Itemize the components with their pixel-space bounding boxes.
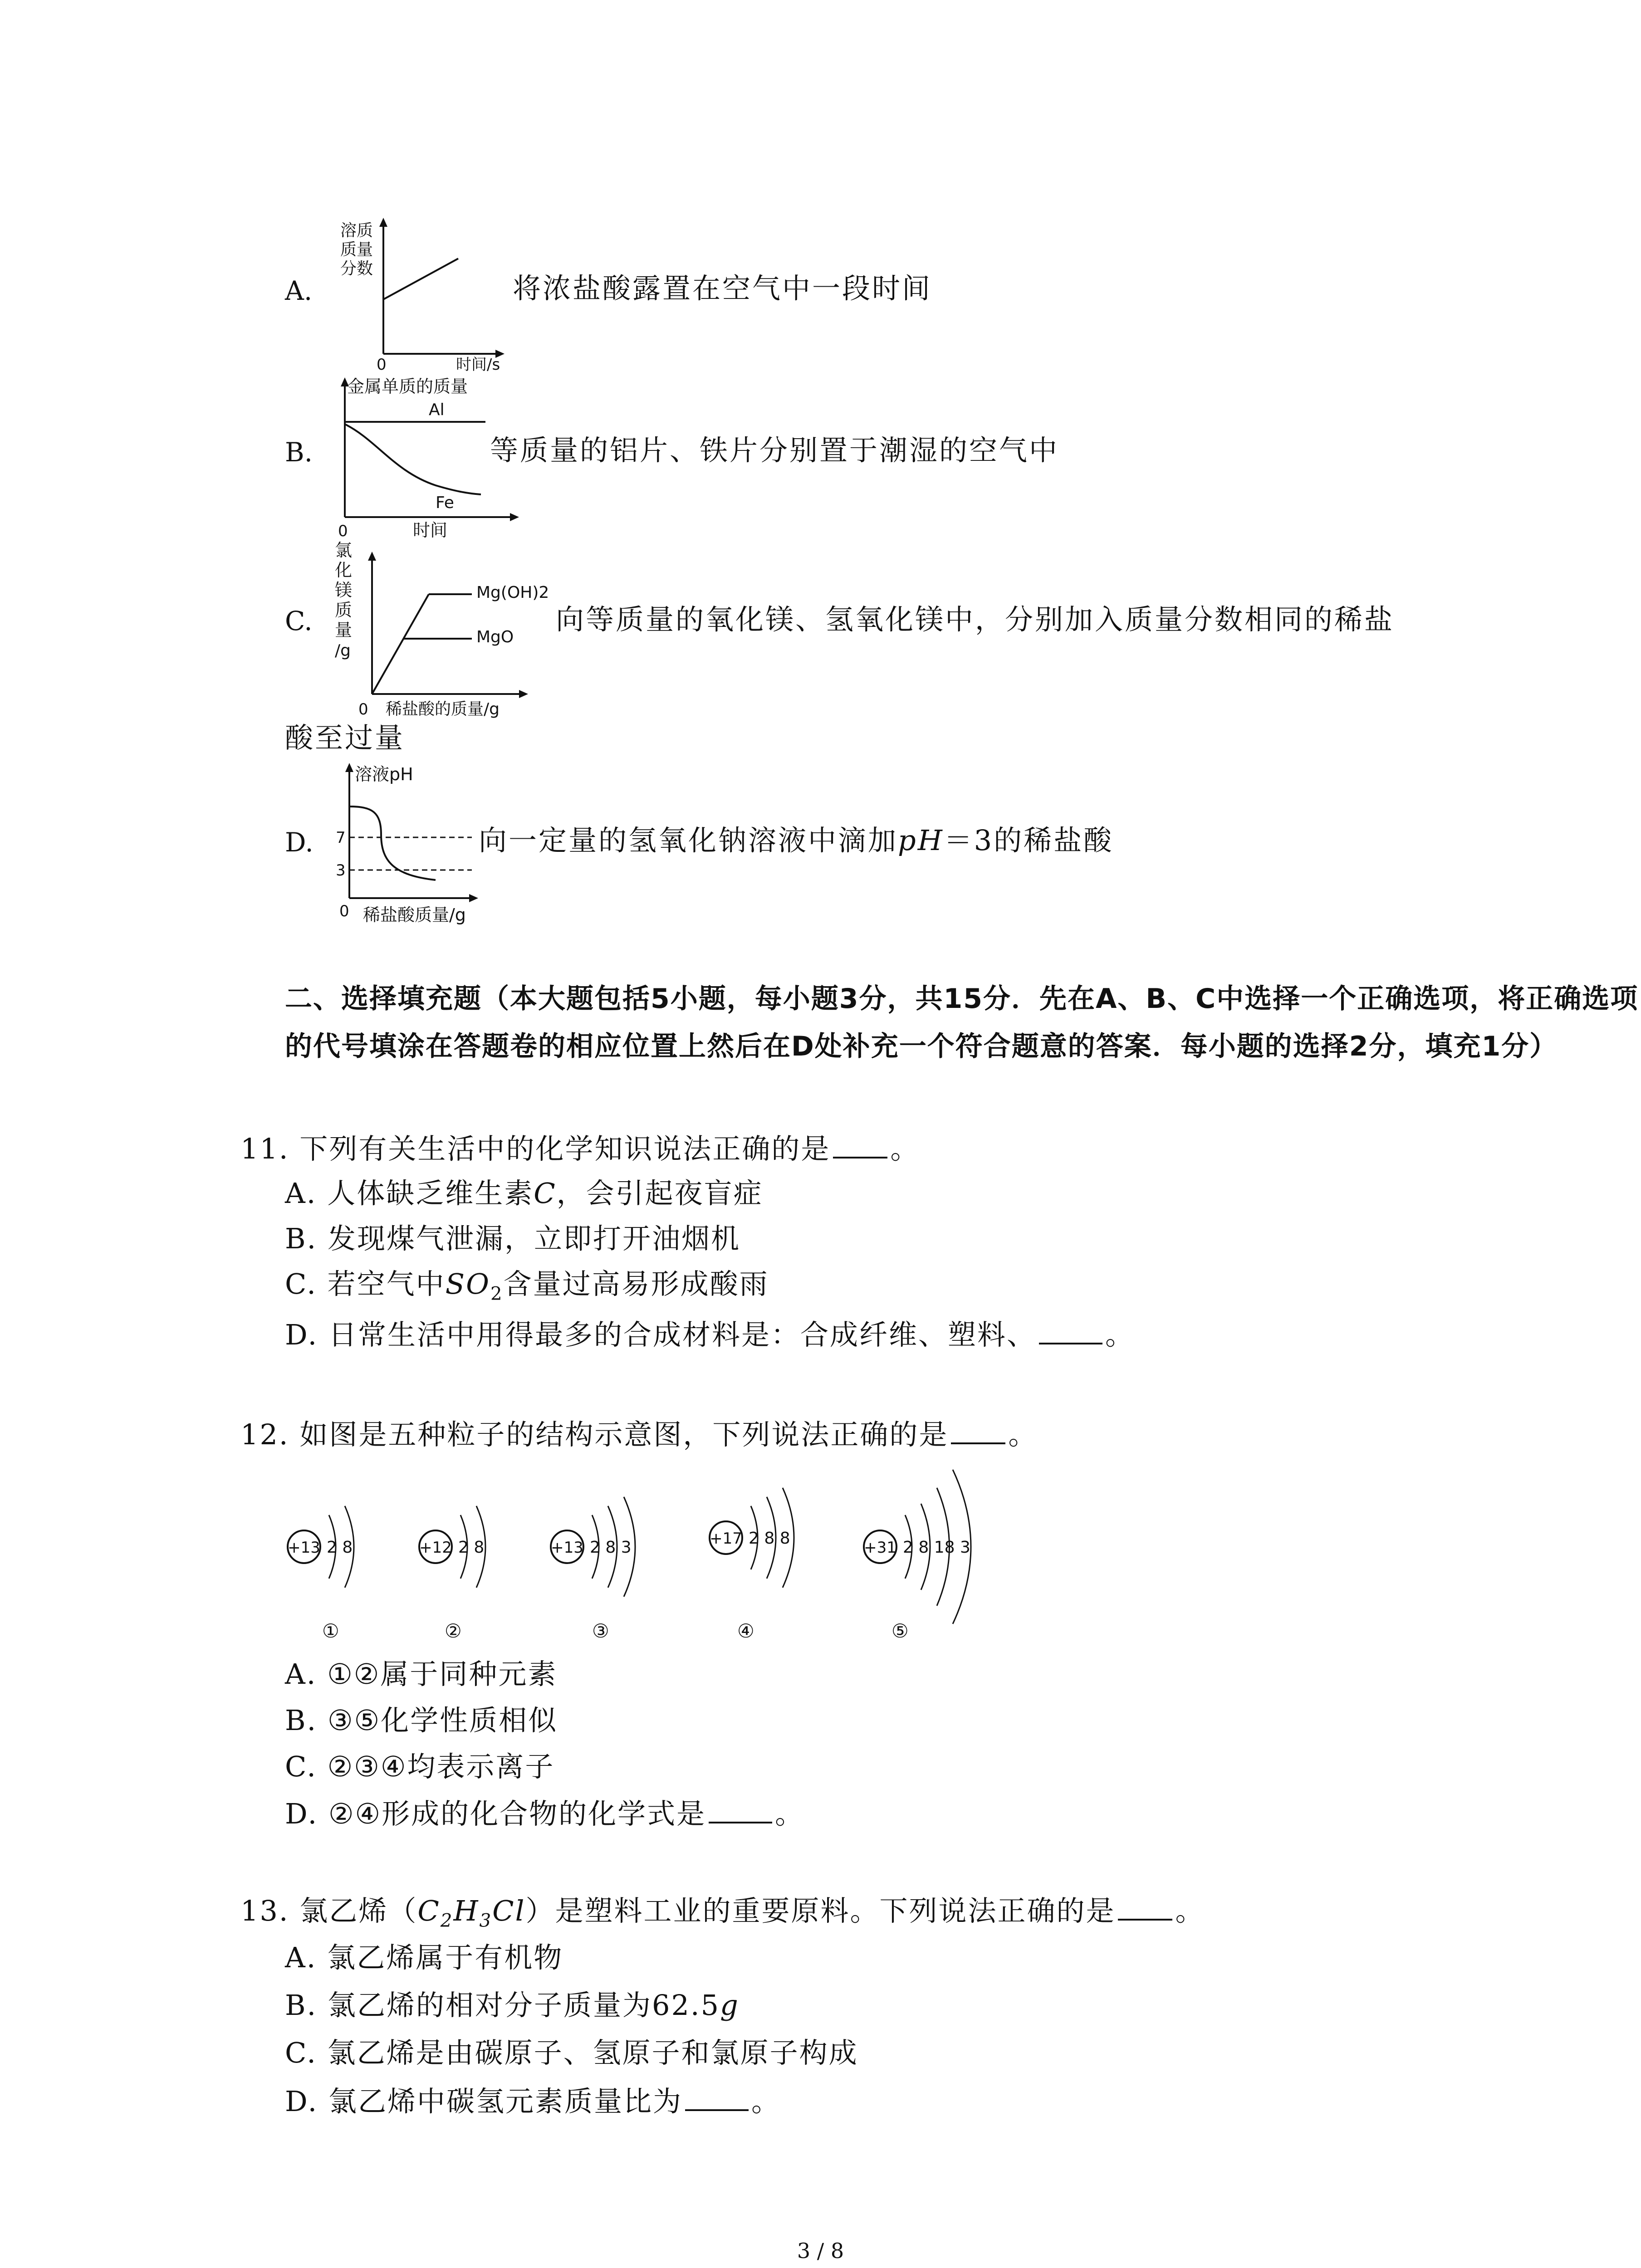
- chart-b-al-label: Al: [429, 401, 445, 419]
- q12-answer-blank: [951, 1420, 1005, 1444]
- q11-option-a-post: ，会引起夜盲症: [556, 1177, 763, 1210]
- chart-a-ylabel-2: 质量: [340, 240, 373, 259]
- q13-option-b-letter: B.: [285, 1989, 318, 2022]
- q11-option-c-sub: 2: [490, 1283, 504, 1305]
- q11-option-d-post: 。: [1105, 1318, 1135, 1351]
- q12-stem: [240, 1420, 1038, 1449]
- option-c-letter: C.: [285, 606, 313, 636]
- q11-option-b-letter: B.: [285, 1222, 318, 1255]
- particle-2-nucleus: +12: [419, 1539, 452, 1557]
- chart-a-xlabel: 时间/s: [456, 356, 500, 372]
- q11-option-c-pre: 若空气中: [327, 1267, 446, 1300]
- option-d-letter: D.: [285, 827, 314, 858]
- q11-option-a-vitamin: C: [534, 1177, 557, 1210]
- option-d-ph: pH: [898, 824, 944, 857]
- chart-c-ylabel-3: 镁: [335, 580, 353, 600]
- q13-number: 13.: [240, 1894, 289, 1927]
- chart-d-solution-ph: [331, 758, 481, 930]
- particle-4-label: ④: [737, 1620, 754, 1642]
- option-d-text-pre: 向一定量的氢氧化钠溶液中滴加: [479, 824, 898, 857]
- option-b-letter: B.: [285, 437, 313, 468]
- q12-option-c: [285, 1750, 555, 1783]
- chart-c-ylabel-1: 氯: [335, 540, 353, 560]
- q13-option-c-letter: C.: [285, 2036, 317, 2069]
- q13-option-d-letter: D.: [285, 2085, 318, 2118]
- q13-stem-post: ）是塑料工业的重要原料。下列说法正确的是: [525, 1894, 1116, 1927]
- q11-stem-end: 。: [890, 1132, 920, 1165]
- q11-stem-text: 下列有关生活中的化学知识说法正确的是: [299, 1132, 831, 1165]
- q11-option-d-blank: [1039, 1320, 1102, 1344]
- q12-stem-end: 。: [1008, 1418, 1038, 1451]
- q12-option-c-text: ②③④均表示离子: [327, 1750, 555, 1783]
- chart-c-mgo-label: MgO: [476, 628, 514, 646]
- option-d-text: [479, 826, 1113, 855]
- particle-3-shells: 2 8 3: [590, 1538, 632, 1557]
- q12-option-a: [285, 1657, 558, 1691]
- q11-option-c: [285, 1267, 769, 1305]
- chart-a-ylabel-1: 溶质: [340, 221, 373, 240]
- q12-option-b: [285, 1706, 558, 1735]
- q11-option-a: [285, 1177, 763, 1210]
- particle-1-shells: 2 8: [327, 1538, 353, 1557]
- q13-option-d-blank: [685, 2087, 749, 2111]
- q12-number: 12.: [240, 1418, 289, 1451]
- q12-option-d-blank: [709, 1799, 772, 1823]
- particle-4-shells: 2 8 8: [749, 1529, 790, 1548]
- particle-4: [710, 1488, 794, 1642]
- q11-option-c-post: 含量过高易形成酸雨: [503, 1267, 769, 1300]
- q11-option-b-text: 发现煤气泄漏，立即打开油烟机: [328, 1222, 741, 1255]
- q13-option-d-text: 氯乙烯中碳氢元素质量比为: [328, 2085, 682, 2118]
- particle-3: [551, 1497, 635, 1642]
- q13-stem-pre: 氯乙烯（: [299, 1894, 418, 1927]
- particle-2: [419, 1506, 485, 1642]
- option-d-text-post: ＝3的稀盐酸: [944, 824, 1114, 857]
- q12-stem-text: 如图是五种粒子的结构示意图，下列说法正确的是: [299, 1418, 949, 1451]
- particle-5-nucleus: +31: [864, 1539, 896, 1557]
- option-c-text-cont: 酸至过量: [285, 721, 405, 754]
- q13-option-c: [285, 2036, 858, 2069]
- particle-2-label: ②: [445, 1620, 462, 1642]
- q11-number: 11.: [240, 1132, 289, 1165]
- particle-3-nucleus: +13: [551, 1539, 583, 1557]
- q13-option-a-text: 氯乙烯属于有机物: [327, 1941, 563, 1974]
- chart-d-xlabel: 稀盐酸质量/g: [363, 905, 466, 925]
- q13-option-b-value: 62.5: [652, 1989, 720, 2022]
- particle-1: [288, 1506, 354, 1642]
- chart-c-magnesium-chloride: [331, 540, 558, 721]
- chart-a-ylabel-3: 分数: [340, 259, 373, 278]
- section-2-heading: 二、选择填充题（本大题包括5小题，每小题3分，共15分．先在A、B、C中选择一个正确选项，将正确选项的代号填涂在答题卷的相应位置上然后在D处补充一个符合题意的答案．每小题的选择2分，填充1分）: [285, 983, 1639, 1062]
- q11-option-c-so: SO: [445, 1267, 490, 1300]
- q12-option-d-letter: D.: [285, 1797, 318, 1830]
- q13-formula: $C_2H_3Cl$: [417, 1894, 526, 1931]
- chart-d-tick-3: 3: [336, 861, 346, 880]
- q11-option-d: [285, 1320, 1135, 1349]
- particle-5-shells: 2 8 18 3: [903, 1538, 970, 1557]
- q12-option-a-text: ①②属于同种元素: [327, 1657, 558, 1691]
- q12-option-c-letter: C.: [285, 1750, 317, 1783]
- chart-b-origin: 0: [338, 522, 348, 540]
- q11-stem: [240, 1134, 920, 1163]
- option-b-text: 等质量的铝片、铁片分别置于潮湿的空气中: [490, 434, 1059, 467]
- chart-c-xlabel: 稀盐酸的质量/g: [386, 700, 500, 719]
- chart-c-ylabel-4: 质: [335, 600, 353, 620]
- q13-stem-end: 。: [1175, 1894, 1205, 1927]
- chart-b-xlabel: 时间: [413, 520, 448, 540]
- chart-a-solute-fraction: [318, 213, 508, 372]
- q13-option-a: [285, 1941, 563, 1974]
- q11-answer-blank: [833, 1134, 887, 1158]
- q12-option-b-text: ③⑤化学性质相似: [328, 1704, 558, 1737]
- chart-c-origin: 0: [358, 700, 368, 719]
- option-c-text: 向等质量的氧化镁、氢氧化镁中，分别加入质量分数相同的稀盐: [556, 603, 1395, 636]
- chart-c-mgoh2-label: Mg(OH)2: [476, 583, 549, 602]
- q11-option-d-pre: 日常生活中用得最多的合成材料是：合成纤维、塑料、: [328, 1318, 1036, 1351]
- q11-option-b: [285, 1222, 741, 1255]
- q13-option-b-unit: g: [720, 1989, 740, 2022]
- particle-1-label: ①: [322, 1620, 339, 1642]
- q13-option-a-letter: A.: [285, 1941, 317, 1974]
- q13-option-c-text: 氯乙烯是由碳原子、氢原子和氯原子构成: [327, 2036, 858, 2069]
- q13-stem: [240, 1896, 1205, 1930]
- q11-option-c-letter: C.: [285, 1267, 317, 1300]
- q12-option-d-text: ②④形成的化合物的化学式是: [328, 1797, 706, 1830]
- particle-4-nucleus: +17: [710, 1530, 742, 1548]
- particle-2-shells: 2 8: [458, 1538, 485, 1557]
- q11-option-d-letter: D.: [285, 1318, 318, 1351]
- particle-5: [864, 1470, 971, 1642]
- q13-option-d-post: 。: [751, 2085, 781, 2118]
- chart-d-origin: 0: [339, 902, 349, 920]
- q13-option-b: [285, 1989, 740, 2022]
- chart-b-ylabel: 金属单质的质量: [347, 376, 468, 396]
- q13-answer-blank: [1118, 1896, 1172, 1921]
- chart-b-fe-label: Fe: [436, 494, 454, 512]
- q13-option-d: [285, 2087, 781, 2116]
- q12-option-b-letter: B.: [285, 1704, 318, 1737]
- q12-option-a-letter: A.: [285, 1657, 317, 1691]
- chart-c-ylabel-2: 化: [335, 560, 353, 580]
- particle-1-nucleus: +13: [288, 1539, 320, 1557]
- particle-3-label: ③: [592, 1620, 609, 1642]
- atomic-structure-diagrams: [272, 1456, 1043, 1656]
- q11-option-a-pre: 人体缺乏维生素: [327, 1177, 534, 1210]
- chart-c-ylabel-5: 量: [335, 620, 353, 640]
- option-a-letter: A.: [285, 275, 313, 306]
- q13-option-b-text: 氯乙烯的相对分子质量为: [328, 1989, 652, 2022]
- q12-option-d: [285, 1799, 804, 1828]
- chart-d-tick-7: 7: [336, 829, 346, 847]
- particle-5-label: ⑤: [892, 1620, 909, 1642]
- chart-c-ylabel-6: /g: [335, 641, 351, 660]
- chart-a-origin: 0: [377, 356, 387, 372]
- chart-d-ylabel: 溶液pH: [355, 764, 413, 784]
- page-number: 3 / 8: [797, 2239, 844, 2263]
- option-a-text: 将浓盐酸露置在空气中一段时间: [513, 272, 932, 305]
- q12-option-d-post: 。: [775, 1797, 805, 1830]
- q11-option-a-letter: A.: [285, 1177, 317, 1210]
